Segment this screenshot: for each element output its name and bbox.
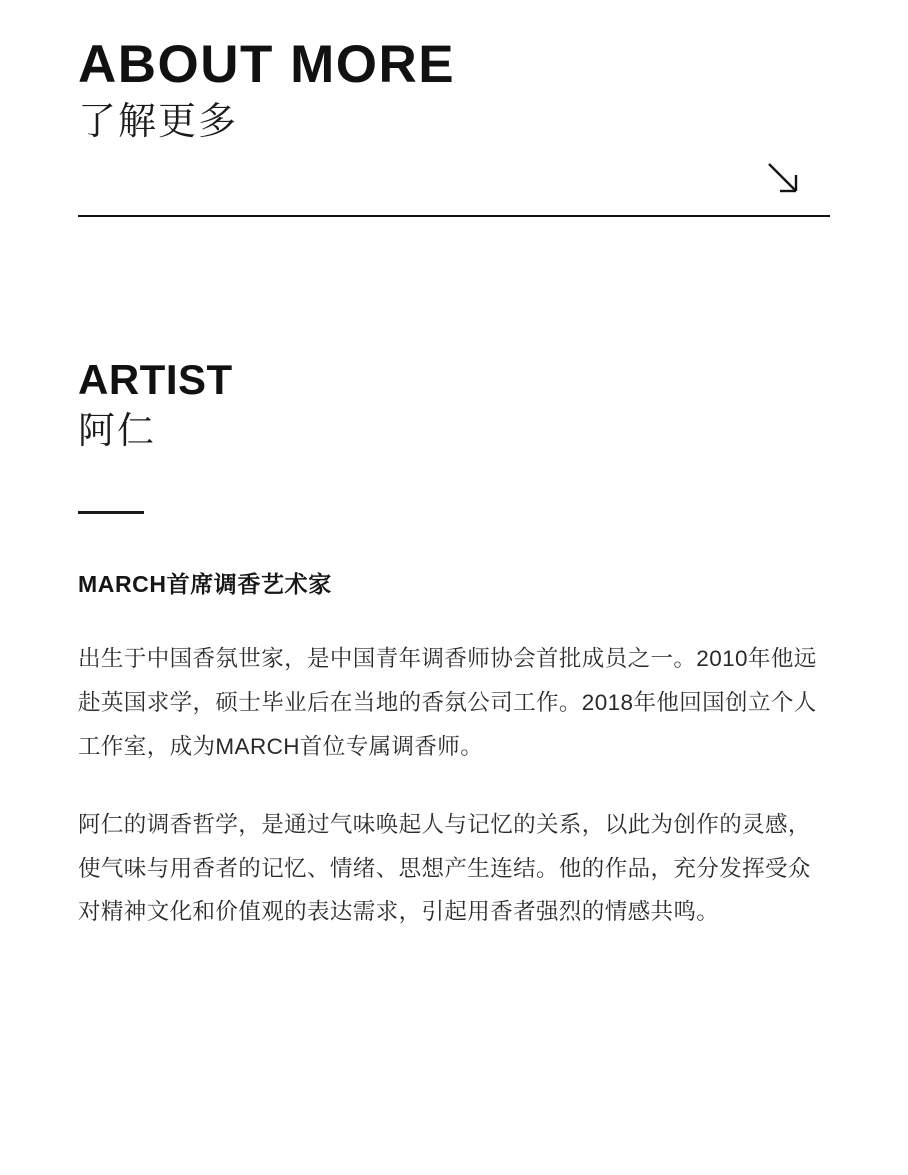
artist-bio-paragraph-2: 阿仁的调香哲学，是通过气味唤起人与记忆的关系，以此为创作的灵感，使气味与用香者的记忆、情绪、思想产生连结。他的作品，充分发挥受众对精神文化和价值观的表达需求，引起用香者强烈的情感共鸣。 [78, 811, 811, 925]
arrow-down-right-icon[interactable] [764, 159, 804, 199]
section-divider [78, 215, 830, 217]
artist-divider [78, 511, 144, 514]
arrow-row [78, 147, 830, 211]
artist-name-en: ARTIST [78, 355, 233, 403]
artist-block [78, 357, 830, 935]
artist-role: MARCH首席调香艺术家 [78, 571, 332, 598]
section-header [78, 36, 830, 147]
page-title: ABOUT MORE [78, 35, 456, 94]
artist-name-cn: 阿仁 [78, 409, 156, 451]
page-title-cn: 了解更多 [78, 101, 239, 144]
artist-bio-paragraph-1: 出生于中国香氛世家，是中国青年调香师协会首批成员之一。2010年他远赴英国求学，硕士毕业后在当地的香氛公司工作。2018年他回国创立个人工作室，成为MARCH首位专属调香师。 [78, 646, 817, 759]
